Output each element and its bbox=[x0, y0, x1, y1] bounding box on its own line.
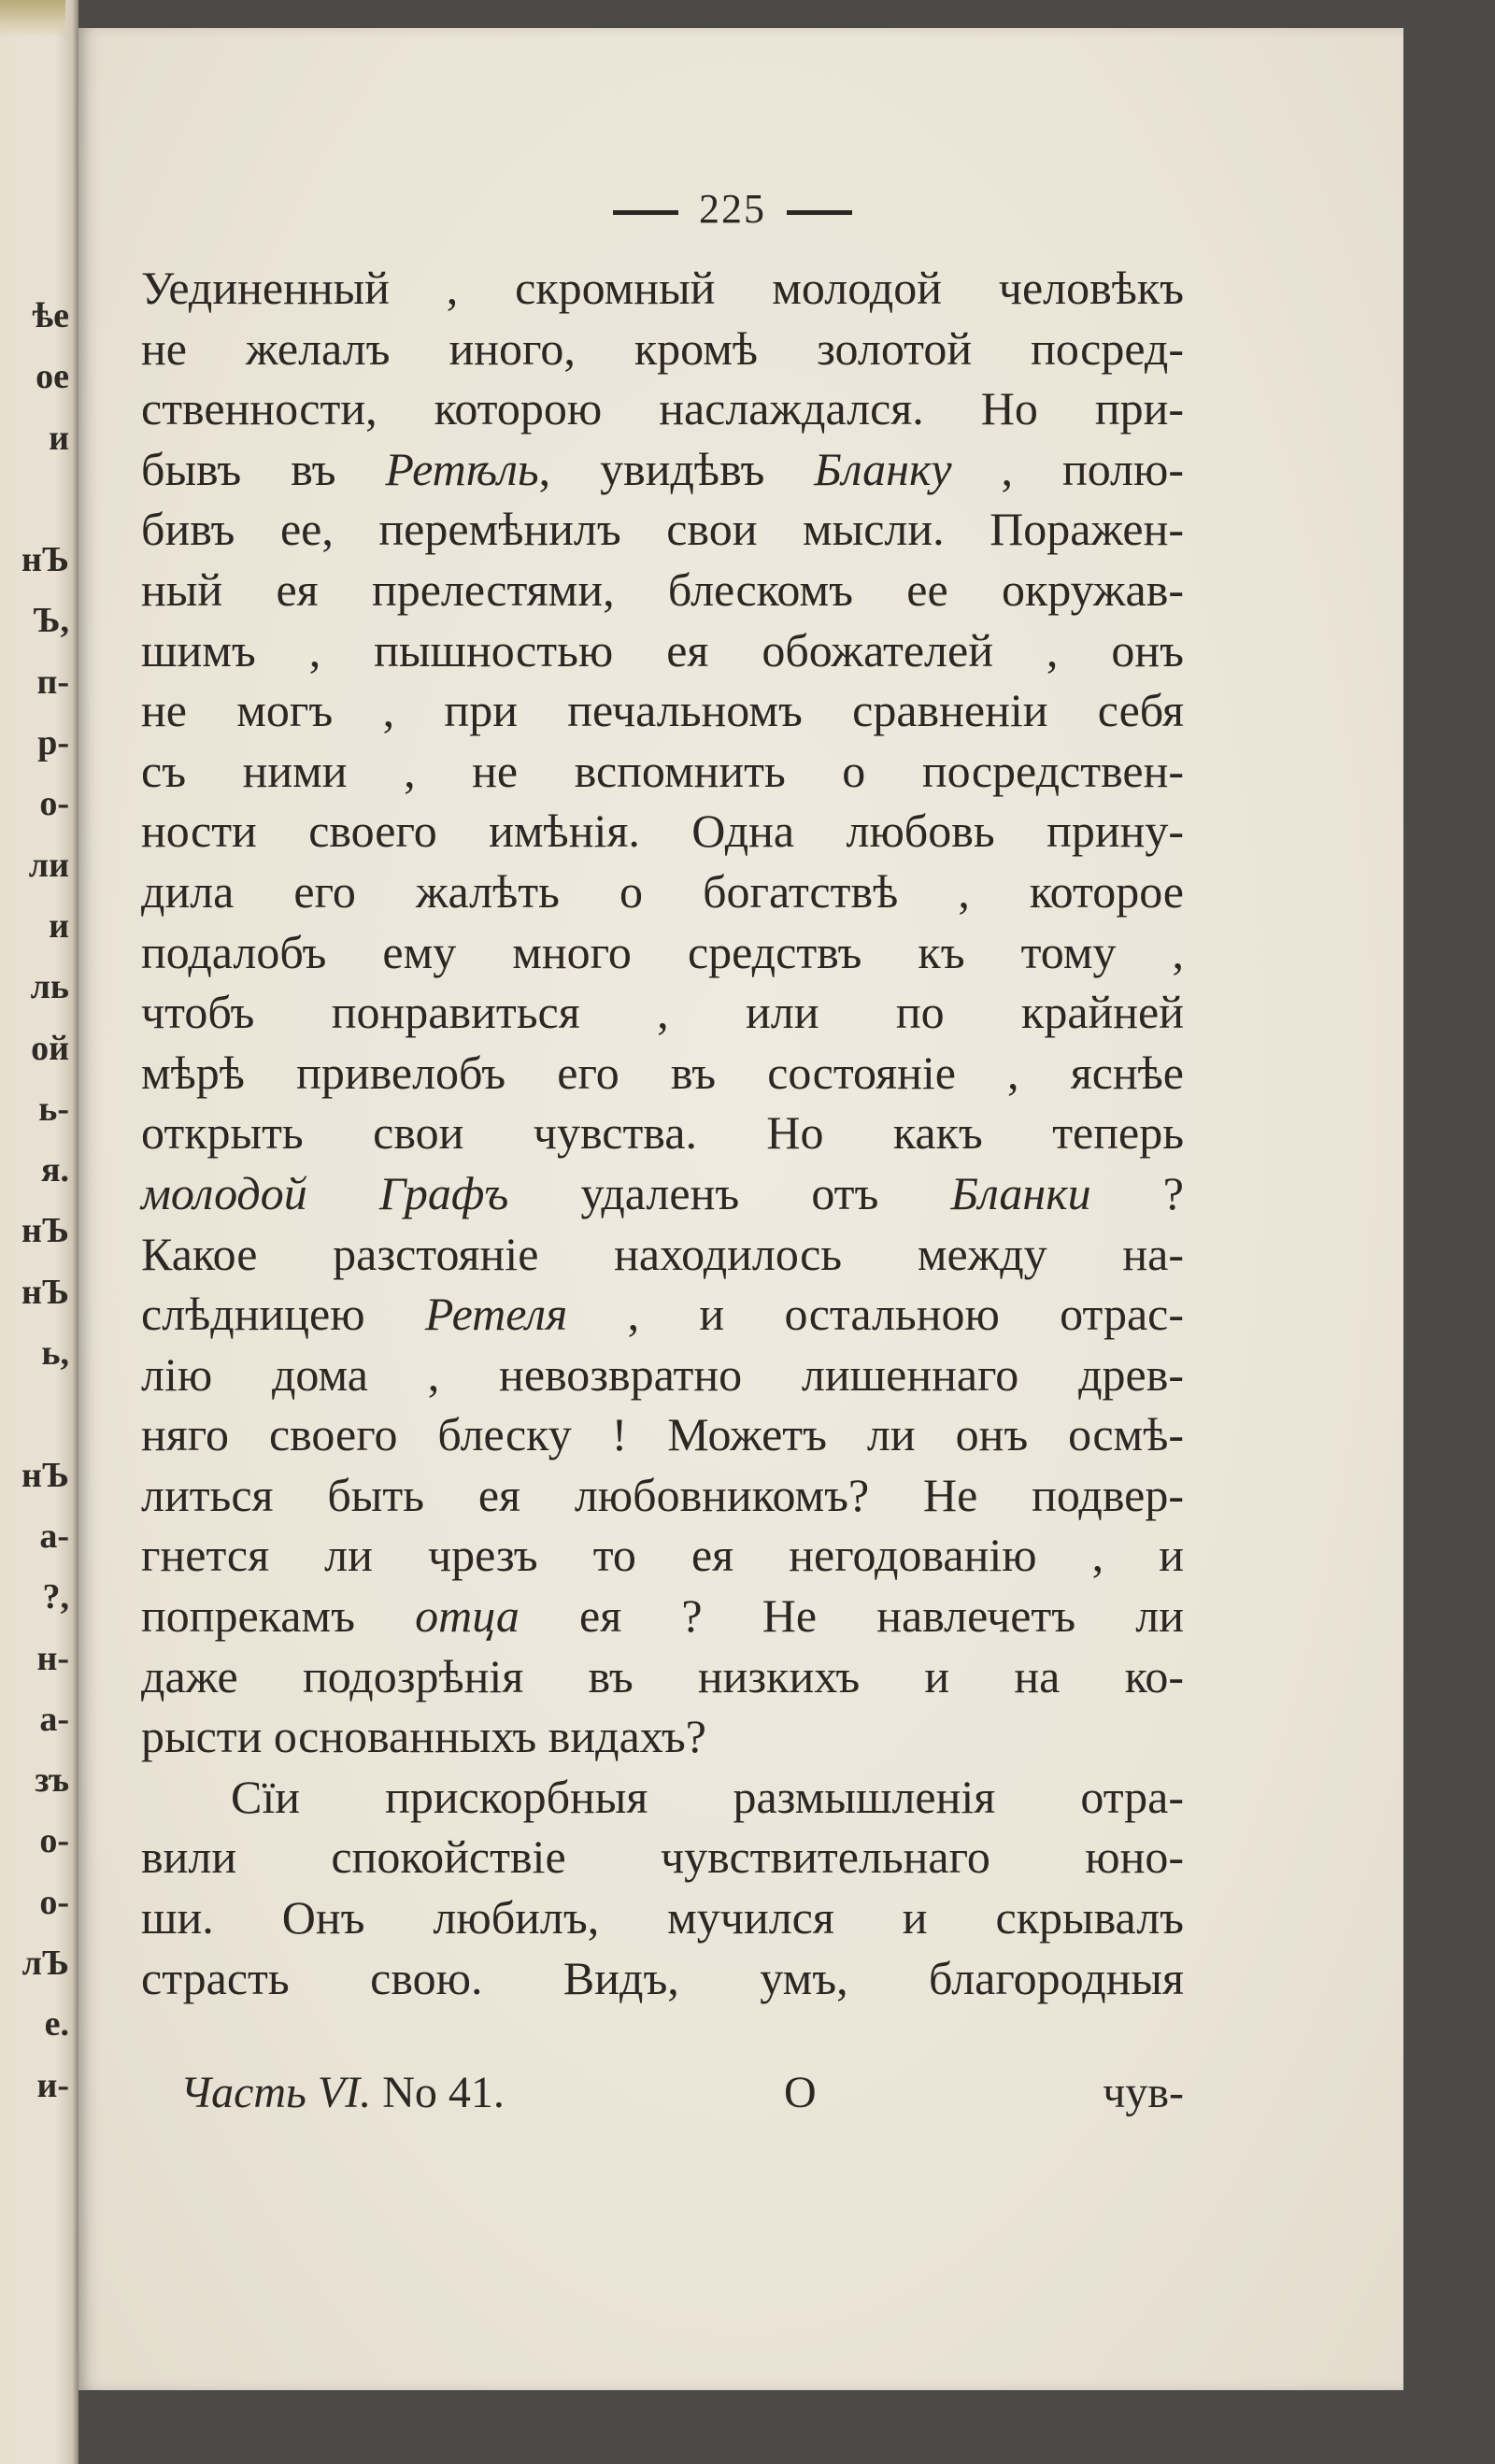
text-line bbox=[141, 1525, 1184, 1586]
text-segment: даже подозрѣнія въ низкихъ и на ко- bbox=[141, 1649, 1184, 1702]
italic-name: Бланку bbox=[814, 442, 952, 495]
text-line bbox=[141, 1284, 1184, 1345]
text-segment: съ ними , не вспомнить о посредствен- bbox=[141, 744, 1184, 797]
text-line bbox=[141, 1224, 1184, 1285]
text-line bbox=[141, 1043, 1184, 1104]
previous-page-edge bbox=[0, 0, 78, 2464]
text-line bbox=[141, 982, 1184, 1043]
text-line bbox=[141, 378, 1184, 439]
previous-page-fragment: о- bbox=[39, 1821, 69, 1861]
text-segment: литься быть ея любовникомъ? Не подвер- bbox=[141, 1468, 1184, 1521]
previous-page-fragment: ь, bbox=[41, 1333, 69, 1374]
issue-number: No 41. bbox=[382, 2068, 505, 2117]
previous-page-fragment: о- bbox=[39, 1882, 69, 1922]
page-number-header bbox=[574, 185, 891, 233]
previous-page-fragment: ѣе bbox=[32, 296, 69, 335]
text-line bbox=[141, 439, 1184, 500]
text-segment: страсть свою. Видъ, умъ, благородныя bbox=[141, 1951, 1184, 2004]
text-line bbox=[141, 741, 1184, 802]
text-segment: , полю- bbox=[951, 442, 1185, 495]
text-segment: , увидѣвъ bbox=[538, 442, 815, 495]
text-segment: попрекамъ bbox=[141, 1589, 416, 1643]
page-footer bbox=[141, 2067, 1184, 2127]
italic-name: Бланки bbox=[950, 1166, 1091, 1219]
text-segment: няго своего блеску ! Можетъ ли онъ осмѣ- bbox=[141, 1408, 1184, 1461]
previous-page-fragment: зъ bbox=[35, 1760, 69, 1801]
text-line bbox=[141, 1103, 1184, 1163]
text-segment: дила его жалѣть о богатствѣ , которое bbox=[141, 864, 1184, 918]
text-segment: гнется ли чрезъ то ея негодованію , и bbox=[141, 1529, 1184, 1582]
text-line bbox=[141, 1163, 1184, 1224]
text-segment: ши. Онъ любилъ, мучился и скрывалъ bbox=[141, 1891, 1184, 1944]
catchword: чув- bbox=[1103, 2068, 1184, 2117]
previous-page-text-fragments bbox=[4, 286, 69, 2116]
text-line bbox=[141, 1827, 1184, 1887]
text-line bbox=[141, 560, 1184, 620]
text-segment: ный ея прелестями, блескомъ ее окружав- bbox=[141, 563, 1184, 616]
text-line bbox=[141, 680, 1184, 741]
text-line bbox=[141, 258, 1184, 319]
text-line bbox=[141, 862, 1184, 922]
previous-page-fragment: Ъ, bbox=[33, 601, 69, 641]
previous-page-fragment: р- bbox=[37, 723, 69, 763]
previous-page-fragment: о- bbox=[39, 784, 69, 824]
text-segment: бивъ ее, перемѣнилъ свои мысли. Поражен- bbox=[141, 503, 1184, 556]
part-label: Часть VI. bbox=[180, 2068, 372, 2117]
text-segment: мѣрѣ привелобъ его въ состояніе , яснѣе bbox=[141, 1046, 1184, 1099]
text-segment: лію дома , невозвратно лишеннаго древ- bbox=[141, 1347, 1184, 1401]
text-segment: рысти основанныхъ видахъ? bbox=[141, 1710, 706, 1763]
header-dash-right bbox=[787, 210, 852, 215]
text-line bbox=[141, 499, 1184, 560]
text-segment: ственности, которою наслаждался. Но при- bbox=[141, 382, 1184, 435]
text-segment: шимъ , пышностью ея обожателей , онъ bbox=[141, 623, 1184, 677]
text-segment: чтобъ понравиться , или по крайней bbox=[141, 986, 1184, 1039]
previous-page-fragment: п- bbox=[36, 662, 69, 702]
italic-name: отца bbox=[415, 1589, 520, 1643]
text-line bbox=[141, 620, 1184, 681]
italic-name: Ретеля bbox=[424, 1288, 568, 1341]
previous-page-fragment: ль bbox=[30, 967, 69, 1007]
text-segment: подалобъ ему много средствъ къ тому , bbox=[141, 925, 1184, 978]
text-line bbox=[141, 1404, 1184, 1465]
text-segment: слѣдницею bbox=[141, 1288, 425, 1341]
text-line bbox=[141, 1586, 1184, 1646]
text-line bbox=[141, 1948, 1184, 2009]
previous-page-fragment: а- bbox=[39, 1516, 69, 1556]
gilt-edge bbox=[0, 0, 65, 37]
previous-page-fragment: а- bbox=[39, 1699, 69, 1739]
header-dash-left bbox=[613, 210, 678, 215]
text-segment: ея ? Не навлечетъ ли bbox=[519, 1589, 1185, 1643]
previous-page-fragment: е. bbox=[44, 2004, 69, 2044]
previous-page-fragment: лЪ bbox=[21, 1944, 69, 1984]
text-segment: ности своего имѣнія. Одна любовь прину- bbox=[141, 805, 1184, 858]
text-segment: ? bbox=[1090, 1166, 1184, 1219]
previous-page-fragment: и- bbox=[36, 2065, 69, 2105]
previous-page-fragment: я. bbox=[40, 1150, 69, 1190]
previous-page-fragment: н- bbox=[36, 1638, 69, 1678]
previous-page-fragment: и bbox=[49, 905, 69, 946]
previous-page-fragment: нЪ bbox=[21, 1455, 69, 1495]
text-segment: бывъ въ bbox=[141, 442, 386, 495]
previous-page-fragment: ли bbox=[28, 845, 69, 885]
text-segment: удаленъ отъ bbox=[508, 1166, 951, 1219]
text-segment: вили спокойствіе чувствительнаго юно- bbox=[141, 1830, 1184, 1884]
text-line bbox=[141, 801, 1184, 862]
text-line bbox=[141, 922, 1184, 983]
text-segment: Какое разстояніе находилось между на- bbox=[141, 1227, 1184, 1280]
previous-page-fragment: и bbox=[49, 418, 69, 458]
previous-page-fragment: ой bbox=[31, 1028, 69, 1068]
text-segment: Сїи прискорбныя размышленія отра- bbox=[231, 1770, 1184, 1823]
text-line bbox=[141, 1646, 1184, 1707]
text-segment: не желалъ иного, кромѣ золотой посред- bbox=[141, 321, 1184, 375]
text-line bbox=[141, 1706, 1184, 1767]
italic-name: молодой Графъ bbox=[141, 1166, 509, 1219]
text-segment: не могъ , при печальномъ сравненіи себя bbox=[141, 684, 1184, 737]
volume-signature bbox=[180, 2067, 505, 2118]
body-text bbox=[141, 258, 1184, 2008]
previous-page-fragment: нЪ bbox=[21, 1272, 69, 1312]
text-segment: , и остальною отрас- bbox=[567, 1288, 1184, 1341]
previous-page-fragment: ?, bbox=[42, 1577, 69, 1617]
text-segment: открыть свои чувства. Но какъ теперь bbox=[141, 1106, 1184, 1160]
previous-page-fragment: нЪ bbox=[21, 540, 69, 580]
previous-page-fragment: ь- bbox=[38, 1089, 69, 1129]
previous-page-fragment bbox=[4, 469, 69, 530]
text-line bbox=[141, 1345, 1184, 1405]
previous-page-fragment bbox=[4, 1384, 69, 1445]
italic-name: Ретѣль bbox=[385, 442, 539, 495]
text-line bbox=[141, 319, 1184, 379]
sheet-mark: О bbox=[784, 2068, 817, 2117]
previous-page-fragment: нЪ bbox=[21, 1211, 69, 1251]
text-line bbox=[141, 1465, 1184, 1526]
text-segment: Уединенный , скромный молодой человѣкъ bbox=[141, 262, 1184, 314]
text-line bbox=[141, 1767, 1184, 1828]
page-number: 225 bbox=[699, 186, 766, 232]
previous-page-fragment: ое bbox=[36, 357, 69, 397]
text-line bbox=[141, 1887, 1184, 1948]
